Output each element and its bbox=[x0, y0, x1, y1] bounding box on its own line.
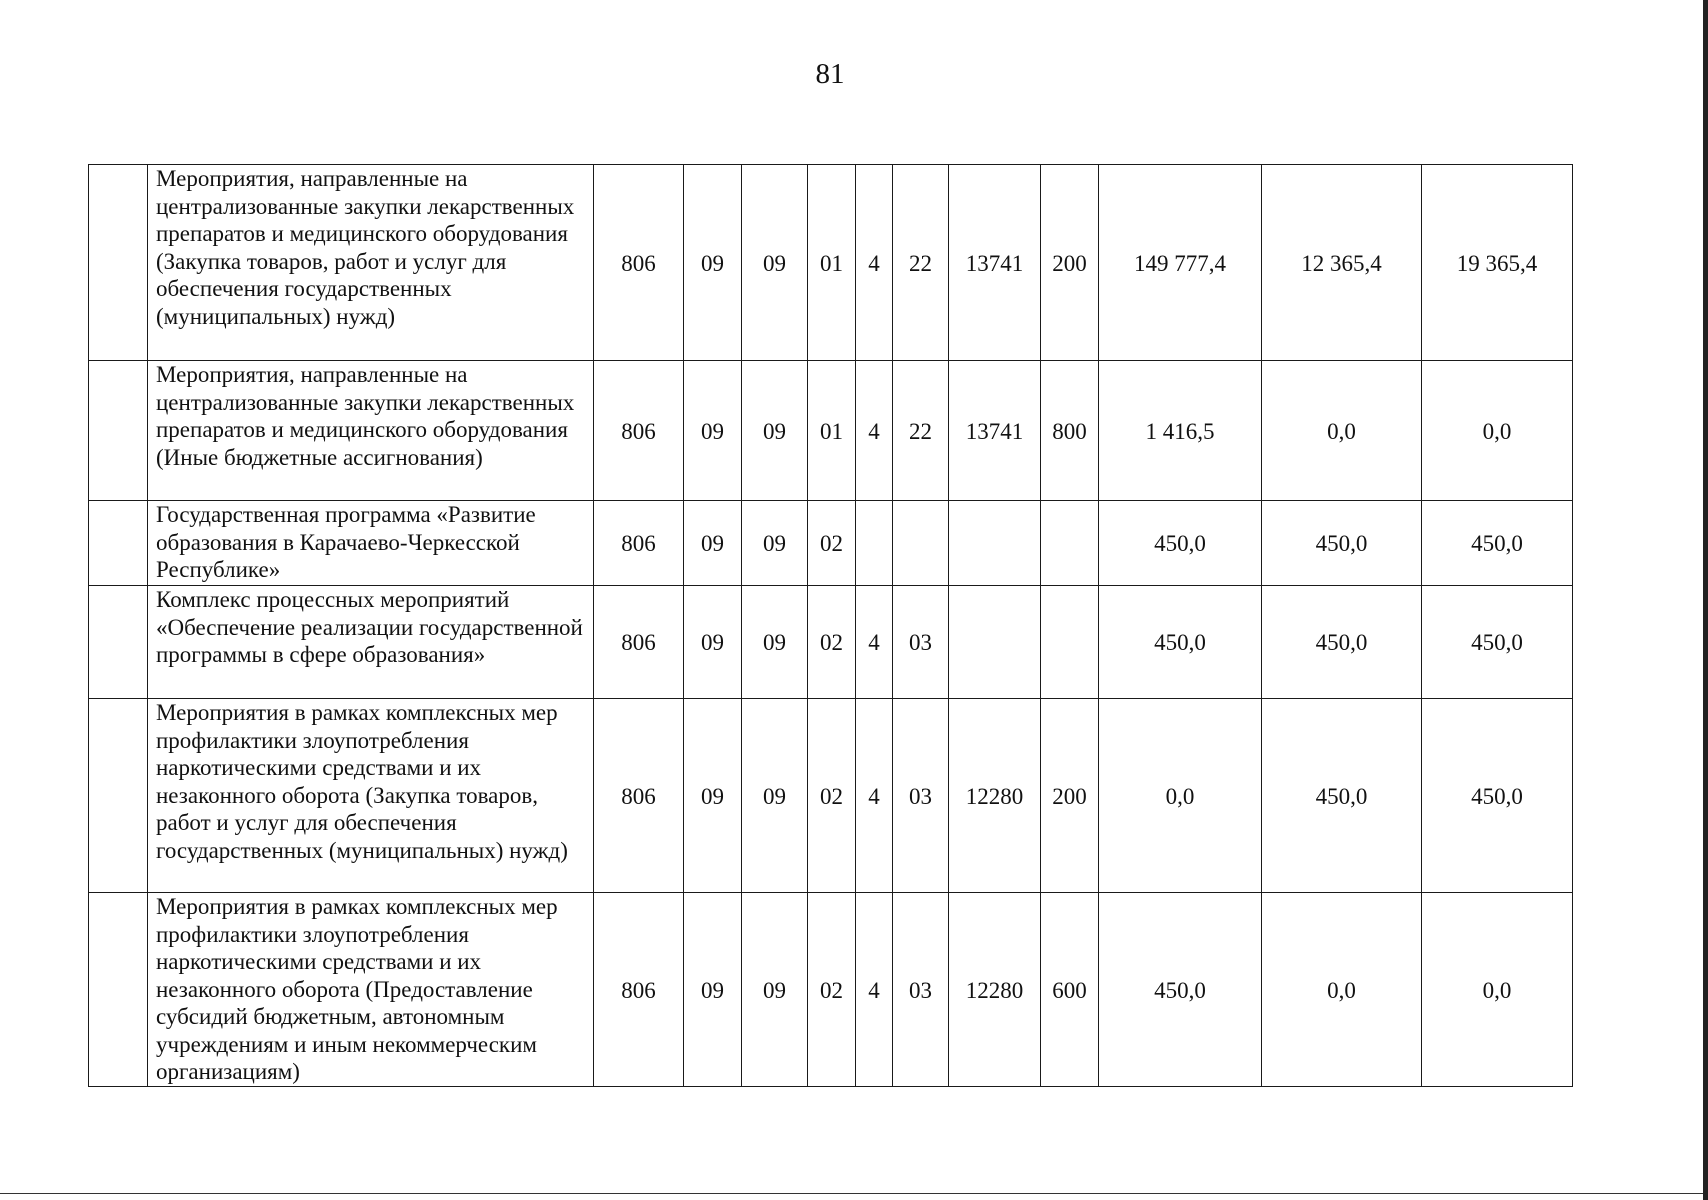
code-program: 02 bbox=[808, 586, 856, 699]
amount-1: 450,0 bbox=[1099, 586, 1262, 699]
code-pr: 09 bbox=[742, 699, 808, 893]
amount-2: 0,0 bbox=[1262, 893, 1422, 1087]
amount-3: 0,0 bbox=[1422, 893, 1573, 1087]
code-pr: 09 bbox=[742, 361, 808, 501]
code-vr bbox=[1041, 586, 1099, 699]
code-direction bbox=[949, 586, 1041, 699]
code-direction: 13741 bbox=[949, 361, 1041, 501]
code-type: 4 bbox=[856, 361, 893, 501]
amount-2: 450,0 bbox=[1262, 501, 1422, 586]
row-description: Мероприятия в рамках комплексных мер профилактики злоупотребления наркотическими средствами и их незаконного оборота (Предоставление субсидий бюджетным, автономным учреждениям и иным некоммерческим организациям) bbox=[148, 893, 594, 1087]
amount-3: 450,0 bbox=[1422, 586, 1573, 699]
code-direction: 12280 bbox=[949, 893, 1041, 1087]
code-vr: 200 bbox=[1041, 165, 1099, 361]
code-complex: 22 bbox=[893, 165, 949, 361]
code-complex: 03 bbox=[893, 586, 949, 699]
table-row bbox=[89, 893, 1573, 1087]
code-program: 02 bbox=[808, 893, 856, 1087]
amount-3: 0,0 bbox=[1422, 361, 1573, 501]
amount-3: 19 365,4 bbox=[1422, 165, 1573, 361]
row-description: Мероприятия в рамках комплексных мер профилактики злоупотребления наркотическими средствами и их незаконного оборота (Закупка товаров, работ и услуг для обеспечения государственных (муниципальных) нужд) bbox=[148, 699, 594, 893]
row-number-cell bbox=[89, 586, 148, 699]
scan-frame-bottom-line bbox=[0, 1193, 1704, 1194]
code-direction: 12280 bbox=[949, 699, 1041, 893]
code-type: 4 bbox=[856, 165, 893, 361]
code-vr bbox=[1041, 501, 1099, 586]
amount-2: 450,0 bbox=[1262, 586, 1422, 699]
amount-2: 0,0 bbox=[1262, 361, 1422, 501]
code-rz: 09 bbox=[684, 165, 742, 361]
amount-1: 450,0 bbox=[1099, 501, 1262, 586]
code-complex: 22 bbox=[893, 361, 949, 501]
scan-frame-right-edge bbox=[1703, 0, 1708, 1200]
code-gr: 806 bbox=[594, 165, 684, 361]
row-number-cell bbox=[89, 165, 148, 361]
table-row bbox=[89, 165, 1573, 361]
amount-3: 450,0 bbox=[1422, 501, 1573, 586]
code-direction: 13741 bbox=[949, 165, 1041, 361]
table-row bbox=[89, 699, 1573, 893]
code-gr: 806 bbox=[594, 699, 684, 893]
row-number-cell bbox=[89, 501, 148, 586]
code-program: 02 bbox=[808, 501, 856, 586]
code-vr: 200 bbox=[1041, 699, 1099, 893]
page-number: 81 bbox=[815, 58, 845, 90]
table-row bbox=[89, 361, 1573, 501]
table-row bbox=[89, 586, 1573, 699]
code-gr: 806 bbox=[594, 501, 684, 586]
row-number-cell bbox=[89, 893, 148, 1087]
code-type: 4 bbox=[856, 699, 893, 893]
amount-1: 1 416,5 bbox=[1099, 361, 1262, 501]
code-gr: 806 bbox=[594, 361, 684, 501]
code-pr: 09 bbox=[742, 165, 808, 361]
code-rz: 09 bbox=[684, 501, 742, 586]
code-gr: 806 bbox=[594, 893, 684, 1087]
table-body bbox=[89, 165, 1573, 1087]
code-program: 01 bbox=[808, 165, 856, 361]
code-complex: 03 bbox=[893, 893, 949, 1087]
code-vr: 600 bbox=[1041, 893, 1099, 1087]
budget-table bbox=[88, 164, 1573, 1087]
code-program: 02 bbox=[808, 699, 856, 893]
code-pr: 09 bbox=[742, 586, 808, 699]
code-rz: 09 bbox=[684, 361, 742, 501]
code-program: 01 bbox=[808, 361, 856, 501]
code-pr: 09 bbox=[742, 893, 808, 1087]
row-description: Государственная программа «Развитие образования в Карачаево-Черкесской Республике» bbox=[148, 501, 594, 586]
code-rz: 09 bbox=[684, 893, 742, 1087]
amount-1: 149 777,4 bbox=[1099, 165, 1262, 361]
amount-2: 450,0 bbox=[1262, 699, 1422, 893]
amount-1: 0,0 bbox=[1099, 699, 1262, 893]
row-description: Мероприятия, направленные на централизованные закупки лекарственных препаратов и медицинского оборудования (Иные бюджетные ассигнования) bbox=[148, 361, 594, 501]
code-vr: 800 bbox=[1041, 361, 1099, 501]
code-pr: 09 bbox=[742, 501, 808, 586]
code-type: 4 bbox=[856, 893, 893, 1087]
code-type: 4 bbox=[856, 586, 893, 699]
row-description: Мероприятия, направленные на централизованные закупки лекарственных препаратов и медицинского оборудования (Закупка товаров, работ и услуг для обеспечения государственных (муниципальных) нужд) bbox=[148, 165, 594, 361]
amount-1: 450,0 bbox=[1099, 893, 1262, 1087]
row-number-cell bbox=[89, 699, 148, 893]
code-complex: 03 bbox=[893, 699, 949, 893]
code-type bbox=[856, 501, 893, 586]
code-rz: 09 bbox=[684, 586, 742, 699]
amount-2: 12 365,4 bbox=[1262, 165, 1422, 361]
code-complex bbox=[893, 501, 949, 586]
amount-3: 450,0 bbox=[1422, 699, 1573, 893]
row-description: Комплекс процессных мероприятий «Обеспечение реализации государственной программы в сфере образования» bbox=[148, 586, 594, 699]
table-row bbox=[89, 501, 1573, 586]
code-rz: 09 bbox=[684, 699, 742, 893]
code-gr: 806 bbox=[594, 586, 684, 699]
code-direction bbox=[949, 501, 1041, 586]
row-number-cell bbox=[89, 361, 148, 501]
